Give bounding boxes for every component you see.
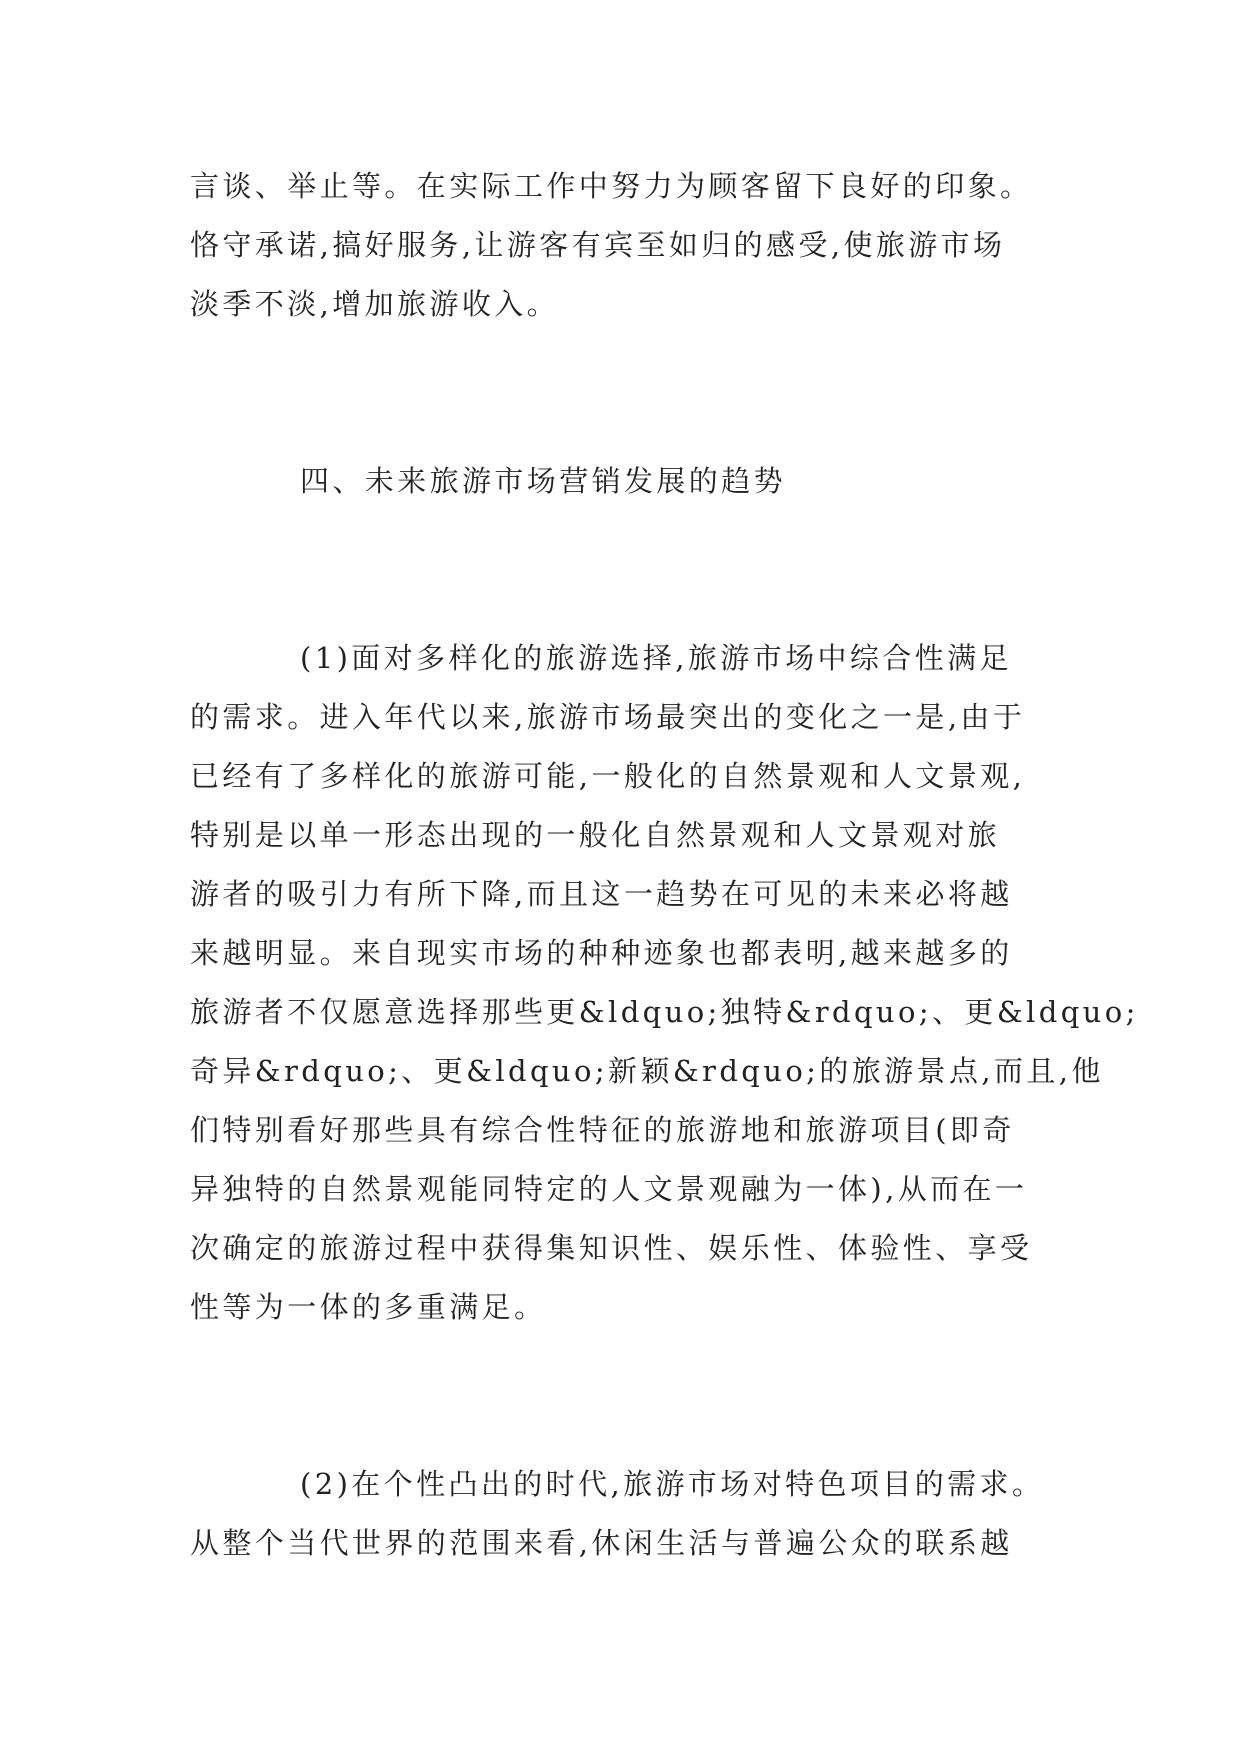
paragraph-2-line-9: 们特别看好那些具有综合性特征的旅游地和旅游项目(即奇: [190, 1113, 1015, 1147]
paragraph-2-line-7: 旅游者不仅愿意选择那些更&ldquo;独特&rdquo;、更&ldquo;: [190, 995, 1139, 1029]
paragraph-3-line-1: (2)在个性凸出的时代,旅游市场对特色项目的需求。: [300, 1467, 1045, 1501]
paragraph-2-line-10: 异独特的自然景观能同特定的人文景观融为一体),从而在一: [190, 1172, 1028, 1206]
paragraph-1-line-3: 淡季不淡,增加旅游收入。: [190, 287, 560, 321]
paragraph-2-line-8: 奇异&rdquo;、更&ldquo;新颖&rdquo;的旅游景点,而且,他: [190, 1054, 1104, 1088]
paragraph-2-line-6: 来越明显。来自现实市场的种种迹象也都表明,越来越多的: [190, 936, 1013, 970]
paragraph-1-line-1: 言谈、举止等。在实际工作中努力为顾客留下良好的印象。: [190, 169, 1033, 203]
paragraph-2-line-4: 特别是以单一形态出现的一般化自然景观和人文景观对旅: [190, 818, 1001, 852]
paragraph-2-line-5: 游者的吸引力有所下降,而且这一趋势在可见的未来必将越: [190, 877, 1013, 911]
section-heading: 四、未来旅游市场营销发展的趋势: [300, 464, 787, 498]
paragraph-3-line-2: 从整个当代世界的范围来看,休闲生活与普遍公众的联系越: [190, 1526, 1013, 1560]
paragraph-2-line-1: (1)面对多样化的旅游选择,旅游市场中综合性满足: [300, 641, 1012, 675]
paragraph-2-line-2: 的需求。进入年代以来,旅游市场最突出的变化之一是,由于: [190, 700, 1026, 734]
paragraph-1-line-2: 恪守承诺,搞好服务,让游客有宾至如归的感受,使旅游市场: [190, 228, 1006, 262]
paragraph-2-line-11: 次确定的旅游过程中获得集知识性、娱乐性、体验性、享受: [190, 1231, 1033, 1265]
paragraph-2-line-3: 已经有了多样化的旅游可能,一般化的自然景观和人文景观,: [190, 759, 1026, 793]
paragraph-2-line-12: 性等为一体的多重满足。: [190, 1290, 547, 1324]
